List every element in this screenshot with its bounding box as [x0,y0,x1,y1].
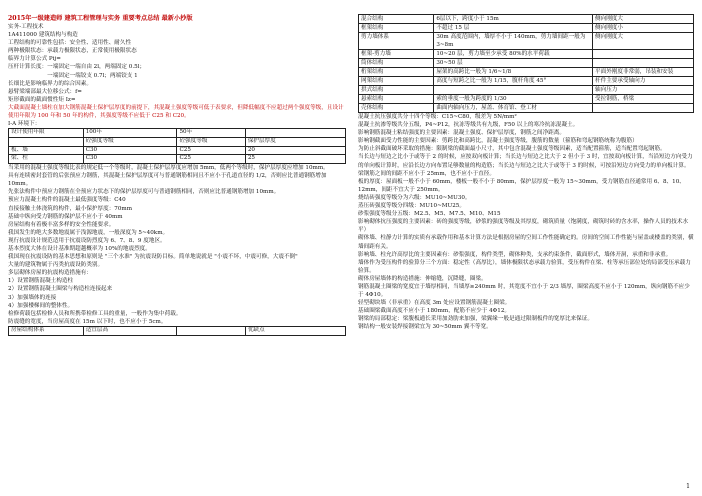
text-line: 工程结构的可靠性包括：安全性、适用性、耐久性 [8,40,132,47]
table-cell [9,137,84,146]
text-line: 大量的建筑物属于丙类抗震设防类别。 [8,262,104,269]
table-header-cell: 优缺点 [245,326,345,335]
text-line: 墙体作为受压构件的验算分三个方面：稳定性（高厚比），墙体极限状态承载力验算，受压构件在梁、柱等承压部位处的局部受压承载力验算。 [358,259,691,274]
text-line: 直接接触土体浇筑的构件，最小保护厚度：70mm [8,205,133,212]
text-line: 混凝土抗压强度共分十四个等级：C15~C80，级差为 5N/mm² [358,114,517,120]
text-line: 具有连续密封套管的后张预应力钢筋，其混凝土保护层厚度可与普通钢筋相同且不应小于孔道直径的 1/2，否则应比普通钢筋增加 10mm。 [8,173,327,188]
text-line: 1）设置钢筋混凝土构造柱 [8,278,74,285]
table-cell: C25 [177,155,245,164]
table-row [359,104,694,113]
text-line: 悬臂梁端部最大位移公式：f= [8,88,82,95]
text-line: 砌体墙、柱静力计算的实质有承载作用和基本计算方法是根据房屋的空间工作性能确定的。房间的空间工作性能与屋盖或楼盖的类别，横墙间距有关。 [358,235,694,250]
table-cell: 轴向压力 [593,86,694,95]
table-cell: 100年 [83,129,177,138]
table-row [359,15,694,24]
text-line: 当长边与短边之比小于或等于 2 的时候，应按双向板计算；当长边与短边之比大于 2 但小于 3 时，宜按双向板计算，当沿短边方向受力的单向板计算时，应沿长边方向布置足够数量的构造筋；当长边与短边之比大于或等于 3 的时候，可按沿短边方向受力的单向板计算。 [358,154,693,169]
text-block-right [358,113,694,332]
text-line: 当采用的混凝土强度等级比表的规定低一个等级时，混凝土保护层厚度应增加 5mm，低两个等级时，保护层厚度应增加 10mm。 [8,165,329,172]
table-cell: 砼强度等级 [83,137,177,146]
table-cell: 框架-剪力墙 [359,50,434,59]
text-line: 基本烈度大体在设计基准期超越概率为 10%的地震烈度。 [8,245,151,252]
table-cell: 曲面内轴向压力，屋盖、体育馆、登工材 [434,104,593,113]
table-cell: 受拉钢筋，桥梁 [593,95,694,104]
table-cell: 框架结构 [359,24,434,33]
text-line: 混凝土抗渗等级共分五级，P4~P12，抗冻等级共有九级，F50 以上的寒冷抗冻混凝土。 [358,122,579,129]
text-line: 4）加强楼梯间的整体性。 [8,302,74,309]
text-line: 钢结构一般安装焊接钢梁宜为 30~50mm 翼不等宽。 [358,324,492,331]
table-cell: 50年 [177,129,245,138]
text-line: 钢梁的局部稳定：梁腹板通长采用加劲肋来加强，梁翼缘一般是通过限制板件的宽厚比来保证。 [358,316,593,323]
left-column [8,14,346,336]
text-line: 轻型砌块墙（非承重）在高度 3m 处应设置钢筋混凝土圈梁。 [358,300,511,307]
text-line: 临界力计算公式 Pij= [8,56,61,63]
subject-line: 实务-工程技术 [8,24,44,30]
text-line: 我国发生的绝大多数地震属于浅源地震，一般深度为 5~40km。 [8,229,169,236]
table-cell: C25 [177,146,245,155]
table-cell [593,59,694,68]
table-header-cell [177,326,245,335]
cover-thickness-table [8,128,346,164]
table-cell: 屋架的高跨比一般为 1/6~1/8 [434,68,593,77]
structure-system-table [358,14,694,113]
text-line: 长细比是影响临界力的综合因素。 [8,80,92,87]
table-row [9,146,346,155]
text-line: 检修荷载包括检修人员和所携带检修工具的重量，一般作为集中荷载。 [8,310,182,317]
text-block-a [8,39,346,104]
section-heading: 1A411000 建筑结构与构造 [8,32,78,39]
environment-paragraph: 大截面混凝土墙柱在加大钢筋混凝土保护层厚度的前提下，其混凝土强度等级可低于表要求，但降低幅度不应超过两个强度等级，且设计使用年限为 100 年和 50 年的构件，其强度等级不应低于 C25 和 C20。 [8,104,344,120]
text-line: 梁钢筋之间的间距不应小于 25mm，也不应小于直径。 [358,170,495,177]
table-cell: 桁架结构 [359,68,434,77]
table-cell: 设计使用年限 [9,129,84,138]
text-line: 两种极限状态：承载力极限状态，正常使用极限状态 [8,48,137,55]
text-line: 烧结砖强度等级分为六级：MU10~MU30。 [358,194,471,201]
table-cell: 悬索结构 [359,95,434,104]
table-row [359,95,694,104]
table-cell: C30 [83,155,177,164]
text-line: 砂浆强度等级分五级：M2.5、M5、M7.5、M10、M15 [358,211,501,218]
text-line: 基础中纵向受力钢筋的保护层不应小于 40mm [8,213,123,220]
table-cell: 30m 高度范围内，墙厚不小于 140mm，剪力墙间距一般为 3~8m [434,33,593,50]
table-cell: 壳体结构 [359,104,434,113]
table-cell: 20 [245,146,345,155]
table-cell: 索的垂度一般为跨度的 1/30 [434,95,593,104]
text-line: 防震缝的宽度，当房屋高度在 15m 以下时，也不应小于 5cm。 [8,318,167,325]
text-line: 影响钢筋混凝土粘结强度的主要因素：混凝土强度、保护层厚度，钢筋之间净距离。 [358,130,565,137]
structure-header-table [8,326,346,336]
table-cell: 剪力墙体系 [359,33,434,50]
text-line: 影响砌体抗压强度的主要因素：砖的强度等级，砂浆的强度等级及其厚度，砌筑质量（饱满度，砌筑时砖的含水率，操作人员的技术水平） [358,219,689,234]
text-line: 多层砌体房屋的抗震构造措施有： [8,270,92,277]
table-row [359,68,694,77]
table-cell: 网架结构 [359,77,434,86]
table-cell: C30 [83,146,177,155]
table-cell: 平面外刚度非常弱，吊装和安装 [593,68,694,77]
text-line: 我国现在抗震设防的基本思想和原则是 "三个水准" 为抗震设防目标。简单地说就是 "小震不坏，中震可修，大震不倒" [8,254,298,261]
table-row [359,86,694,95]
table-row [359,77,694,86]
text-line: 2）设置钢筋混凝土圈梁与构造柱连接起来 [8,286,113,293]
table-cell: 6层以下，跨度小于 15m [434,15,593,24]
table-cell: 25 [245,155,345,164]
table-header-cell: 房屋结构体系 [9,326,84,335]
table-row [9,155,346,164]
text-line: 房屋结构有着极丰富多样的安全性能要求。 [8,221,115,228]
table-cell: 侧向刚度大 [593,33,694,50]
table-cell: 筒体结构 [359,59,434,68]
text-line: 砌体房屋墙体的构造措施：伸缩缝，沉降缝，圈梁。 [358,275,487,282]
text-block-b [8,164,346,326]
table-cell: 侧向刚度大 [593,15,694,24]
table-row [9,137,346,146]
table-cell: 30~50 层 [434,59,593,68]
table-cell: 侧向刚度小 [593,24,694,33]
table-row [9,129,346,138]
text-line: 板的厚度：屋面板一般不小于 60mm，楼板一般不小于 80mm，保护层厚度一般为 15~30mm，受力钢筋直径通常用 6、8、10、12mm，间距不宜大于 250mm。 [358,178,685,193]
table-header-cell: 适宜层高 [83,326,177,335]
table-cell: 板、墙 [9,146,84,155]
text-line: 一端固定一端铰支 0.7l；两端铰支 1 [8,72,138,79]
text-line: 先张法构件中预应力钢筋在全预应力状态下的保护层厚度可与普通钢筋相同，否则应比普通钢筋增加 10mm。 [8,189,280,196]
table-row [359,50,694,59]
text-line: 影响钢截面受力性能的主要因素：剪跨比和高跨比，混凝土强度等级，腹筋的数量（箍筋和弯起钢筋统称为腹筋） [358,138,638,145]
right-column [358,14,694,332]
text-line: 矩形截面的截面惯性矩 Iz= [8,96,76,103]
table-cell: 梁、柱 [9,155,84,164]
table-cell: 不超过 15 层 [434,24,593,33]
text-line: 3）加强墙体的连接 [8,294,57,301]
table-cell: 10~20 层，剪力墙至少承受 80%的水平荷载 [434,50,593,59]
table-cell [593,104,694,113]
table-row [359,59,694,68]
table-cell [434,86,593,95]
text-line: 现行抗震设计规范适用于抗震设防烈度为 6、7、8、9 度地区。 [8,237,166,244]
table-row [359,24,694,33]
text-line: 压杆计算长度：一端固定一端自由 2l，两端固定 0.5l； [8,64,146,71]
page-number: 1 [686,483,690,490]
text-line: 影响墙、柱允许高厚比的主要因素有：砂浆强度，构件类型，砌体种类，支承约束条件，截面形式，墙体开洞，承重和非承重。 [358,251,672,258]
document-title: 2015年一级建造师 建筑工程管理与实务 重要考点总结 最新小抄版 [8,15,193,22]
table-label: I-A 环境下： [8,121,41,128]
table-cell: 高度与短跨之比一般为 1/15，腹杆角度 45° [434,77,593,86]
table-cell [593,50,694,59]
text-line: 为防止斜截面破坏采取的措施：限制梁的截面最小尺寸，其中包含混凝土强度等级因素，适当配置箍筋，适当配置弯起钢筋。 [358,146,666,153]
text-line: 基础圈梁截面高度不应小于 180mm，配筋不应少于 4Φ12。 [358,308,510,315]
table-cell: 拱式结构 [359,86,434,95]
table-cell: 杆件主要承受轴向力 [593,77,694,86]
table-cell: 保护层厚度 [245,137,345,146]
text-line: 蒸压砖强度等级分四级：MU10~MU25。 [358,203,465,210]
table-cell [245,129,345,138]
text-line: 预应力混凝土构件的混凝土最低强度等级：C40 [8,197,126,204]
text-line: 钢筋混凝土圈梁的宽度宜于墙厚相同，当墙厚≥240mm 时，其宽度不宜小于 2/3 墙厚，圈梁高度不应小于 120mm，纵向钢筋不应少于 4Φ10。 [358,283,690,299]
table-cell: 混合结构 [359,15,434,24]
table-cell: 砼强度等级 [177,137,245,146]
table-row [359,33,694,50]
